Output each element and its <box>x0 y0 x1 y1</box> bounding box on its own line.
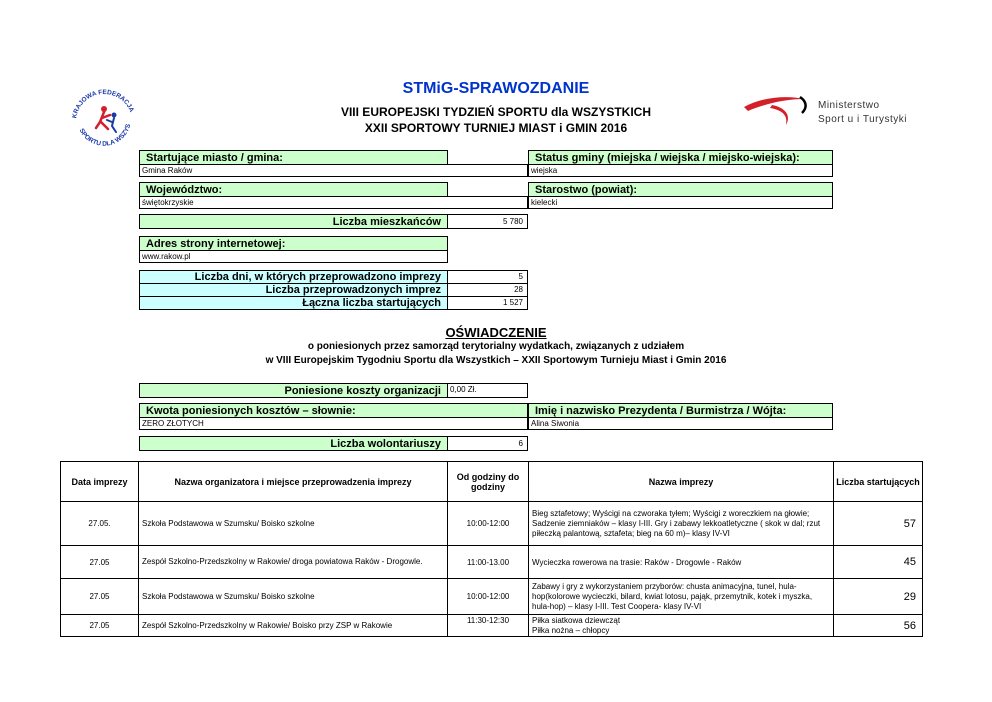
days-value: 5 <box>447 270 528 284</box>
row-date: 27.05 <box>61 546 139 579</box>
mayor-label: Imię i nazwisko Prezydenta / Burmistrza / Wójta: <box>528 403 833 418</box>
table-row <box>61 502 922 546</box>
mayor-value: Alina Siwonia <box>528 417 833 430</box>
population-label: Liczba mieszkańców <box>139 214 448 229</box>
ministry-line-2: Sport u i Turystyki <box>818 114 907 125</box>
participants-value: 1 527 <box>447 296 528 310</box>
costs-label: Poniesione koszty organizacji <box>139 383 448 398</box>
ministry-name <box>818 99 907 127</box>
events-table <box>60 461 923 637</box>
events-value: 28 <box>447 283 528 297</box>
costs-value: 0,00 Zł. <box>447 383 528 398</box>
row-organizer: Zespół Szkolno-Przedszkolny w Rakowie/ droga powiatowa Raków - Drogowle. <box>139 546 448 579</box>
header-count: Liczba startujących <box>836 476 920 487</box>
row-count: 57 <box>834 502 922 546</box>
row-event: Piłka siatkowa dziewcząt Piłka nożna – chłopcy <box>529 615 834 636</box>
population-value: 5 780 <box>447 214 528 229</box>
ministry-logo <box>742 93 812 129</box>
website-label: Adres strony internetowej: <box>139 236 448 251</box>
row-time: 11:30-12:30 <box>448 615 529 636</box>
website-value: www.rakow.pl <box>139 250 448 263</box>
events-label: Liczba przeprowadzonych imprez <box>139 283 448 297</box>
header-date: Data imprezy <box>61 462 139 501</box>
participants-label: Łączna liczba startujących <box>139 296 448 310</box>
row-organizer: Zespół Szkolno-Przedszkolny w Rakowie/ Boisko przy ZSP w Rakowie <box>139 615 448 636</box>
declaration-line-2: w VIII Europejskim Tygodniu Sportu dla Wszystkich – XXII Sportowym Turnieju Miast i Gmin 2016 <box>265 355 727 366</box>
row-organizer: Szkoła Podstawowa w Szumsku/ Boisko szkolne <box>139 502 448 546</box>
declaration-title: OŚWIADCZENIE <box>445 325 547 340</box>
voivodeship-label: Województwo: <box>139 182 448 197</box>
svg-text:KRAJOWA FEDERACJA: KRAJOWA FEDERACJA <box>71 88 135 119</box>
row-event: Zabawy i gry z wykorzystaniem przyborów: chusta animacyjna, tunel, hula-hop(kolorowe wycieczki, bilard, kwiat lotosu, pająk, przemytnik, kotek i myszka, hula-hop) – klasy I-III. Test Coopera- klasy IV-VI <box>529 579 834 615</box>
status-value: wiejska <box>528 164 833 177</box>
county-label: Starostwo (powiat): <box>528 182 833 197</box>
costs-words-label: Kwota poniesionych kosztów – słownie: <box>139 403 528 418</box>
costs-words-value: ZERO ZŁOTYCH <box>139 417 528 430</box>
svg-text:SPORTU DLA WSZYSTKICH: SPORTU DLA WSZYS <box>77 123 133 148</box>
volunteers-label: Liczba wolontariuszy <box>139 436 448 451</box>
table-row <box>61 579 922 615</box>
row-date: 27.05 <box>61 579 139 615</box>
voivodeship-value: świętokrzyskie <box>139 196 528 209</box>
subtitle-2: XXII SPORTOWY TURNIEJ MIAST i GMIN 2016 <box>364 121 628 135</box>
city-label: Startujące miasto / gmina: <box>139 150 448 165</box>
row-count: 45 <box>834 546 922 579</box>
table-row <box>61 546 922 579</box>
city-value: Gmina Raków <box>139 164 528 177</box>
header-time: Od godziny do godziny <box>448 462 529 501</box>
row-count: 29 <box>834 579 922 615</box>
row-organizer: Szkoła Podstawowa w Szumsku/ Boisko szkolne <box>139 579 448 615</box>
page-title: STMiG-SPRAWOZDANIE <box>402 80 590 97</box>
declaration-line-1: o poniesionych przez samorząd terytorialny wydatkach, związanych z udziałem <box>307 341 685 352</box>
row-event: Bieg sztafetowy; Wyścigi na czworaka tyłem; Wyścigi z woreczkiem na głowie; Sadzenie ziemniaków – klasy I-III. Gry i zabawy lekkoatletyczne ( skok w dal; rzut piłeczką palantową, sztafeta; bieg na 60 m)– klasy IV-VI <box>529 502 834 546</box>
row-time: 10:00-12:00 <box>448 579 529 615</box>
row-date: 27.05. <box>61 502 139 546</box>
header-organizer: Nazwa organizatora i miejsce przeprowadzenia imprezy <box>139 462 448 501</box>
row-count: 56 <box>903 619 916 632</box>
row-event: Wycieczka rowerowa na trasie: Raków - Drogowle - Raków <box>529 546 834 579</box>
row-time: 10:00-12:00 <box>448 502 529 546</box>
days-label: Liczba dni, w których przeprowadzono imprezy <box>139 270 448 284</box>
ministry-line-1: Ministerstwo <box>818 100 880 111</box>
status-label: Status gminy (miejska / wiejska / miejsko-wiejska): <box>528 150 833 165</box>
row-date: 27.05 <box>61 615 139 636</box>
subtitle-1: VIII EUROPEJSKI TYDZIEŃ SPORTU dla WSZYSTKICH <box>340 105 652 119</box>
county-value: kielecki <box>528 196 833 209</box>
row-time: 11:00-13.00 <box>448 546 529 579</box>
table-row <box>61 615 922 636</box>
volunteers-value: 6 <box>447 436 528 451</box>
table-header <box>61 462 922 502</box>
header-event: Nazwa imprezy <box>529 462 834 501</box>
